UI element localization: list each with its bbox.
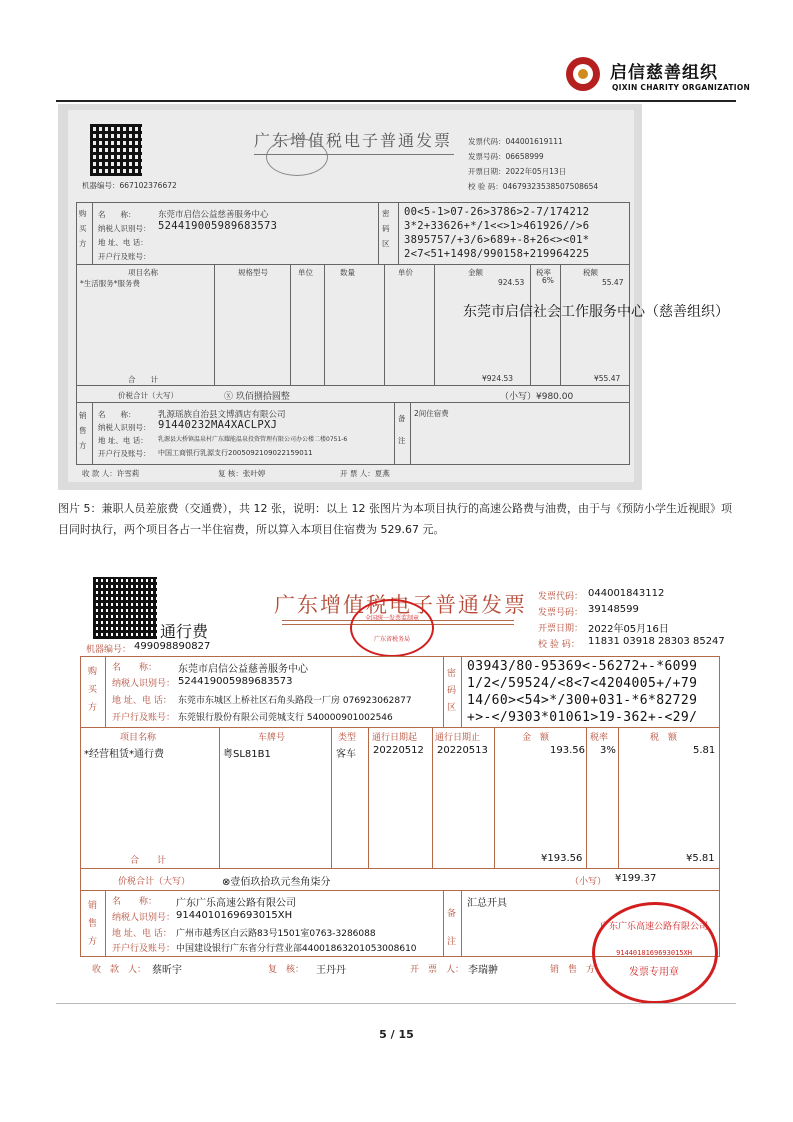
photo-seller-addr: 乳源县大桥镇温泉村广东耀能温泉投资管理有限公司办公楼二楼0751-6 [158,436,348,443]
buyer-name: 东莞市启信公益慈善服务中心 [178,664,308,675]
code-label-4: 校 验 码： [538,640,580,650]
machine-no-label: 机器编号： [86,645,132,655]
footer-divider [56,1003,736,1004]
photo-seller-bank: 中国工商银行乳源支行2005092109022159011 [158,449,313,457]
row-amount: 193.56 [550,745,585,756]
buyer-label-address: 地 址、电 话： [112,696,172,706]
photo-cipher-4: 2<7<51+1498/990158+219964225 [404,248,590,260]
row-rate: 3% [600,745,616,756]
photo-side-note: 备注 [398,414,406,445]
row-type: 客车 [336,749,356,760]
photo-buyer-label-1: 名 称： [98,210,136,219]
seal-tax-id: 9144010169693015XH [616,949,692,957]
invoice-number: 39148599 [588,604,639,615]
invoice-seal [592,902,718,1004]
row-plate: 粤SL81B1 [223,749,271,760]
figure-caption: 图片 5：兼职人员差旅费（交通费），共 12 张，说明：以上 12 张图片为本项目执行的高速公路费与油费，由于与《预防小学生近视眼》项目同时执行，两个项目各占一半住宿费，所以算入本项目住宿费为 529.67 元。 [58,502,732,536]
reviewer-label: 复 核： [268,965,305,975]
code-label-2: 发票号码： [538,608,584,618]
photo-seller-label-2: 纳税人识别号： [98,423,151,432]
seal-small-text: 全国统一发票监制章 [364,615,419,622]
price-tax-small-label: （小写） [570,877,607,887]
invoice-date: 2022年05月16日 [588,624,669,635]
header-start: 通行日期起 [372,733,418,743]
photo-header-price: 单价 [398,268,413,277]
invoice-subtitle: 通行费 [160,622,209,641]
invoice-photo-paper [68,110,634,482]
photo-header-item: 项目名称 [128,268,158,277]
machine-no: 499098890827 [134,641,211,652]
photo-seller-label-4: 开户行及账号： [98,449,151,458]
seller-address: 广州市越秀区白云路83号1501室0763-3286088 [176,929,376,939]
photo-price-tax-label: 价税合计（大写） [118,391,178,400]
header-type: 类型 [338,733,357,743]
price-tax-small: ¥199.37 [615,873,657,884]
row-item: *经营租赁*通行费 [84,749,164,760]
payee: 蔡昕宇 [152,965,182,976]
photo-stamp [266,138,328,176]
photo-item-name: *生活服务*服务费 [80,279,140,288]
code-label-1: 发票代码： [538,592,584,602]
photo-code-3: 开票日期：2022年05月13日 [468,167,567,176]
photo-title-rule [254,154,454,155]
photo-seller-name: 乳源瑶族自治县文博酒店有限公司 [158,410,286,420]
cipher-line-3: 14/60><54>*/300+031-*6*82729 [467,693,698,708]
issuer-label: 开 票 人： [410,965,465,975]
photo-total-amount: ¥924.53 [482,374,514,383]
photo-buyer-name: 东莞市启信公益慈善服务中心 [158,210,269,220]
qr-code-icon [90,124,142,176]
photo-cipher-3: 3895757/+3/6>689+-8+26<><01* [404,234,590,246]
row-tax: 5.81 [693,745,716,756]
photo-seller-tax-id: 91440232MA4XACLPXJ [158,419,278,431]
row-start-date: 20220512 [373,745,424,756]
photo-note: 2间住宿费 [414,409,449,418]
photo-price-tax-words: ⓧ 玖佰捌拾圆整 [224,392,290,402]
photo-header-rate: 税率 [536,268,551,277]
row-end-date: 20220513 [437,745,488,756]
price-tax-words: ⊗壹佰玖拾玖元叁角柒分 [222,877,331,888]
photo-header-qty: 数量 [340,268,355,277]
cipher-line-4: +>-</9303*01061>19-362+-<29/ [467,710,698,725]
header-amount: 金 额 [522,733,550,743]
qr-code-icon [93,577,157,639]
header-rate: 税率 [590,733,609,743]
photo-code-2: 发票号码：06658999 [468,152,544,161]
cipher-line-1: 03943/80-95369<-56272+-*6099 [467,659,698,674]
photo-price-tax-small: （小写）¥980.00 [500,392,574,402]
photo-invoice-title: 广东增值税电子普通发票 [254,131,453,150]
photo-seller-label-1: 名 称： [98,410,136,419]
buyer-label-bank: 开户行及账号： [112,713,176,723]
photo-side-seller: 销售方 [79,411,87,450]
invoice-title: 广东增值税电子普通发票 [274,593,527,617]
photo-buyer-label-2: 纳税人识别号： [98,224,151,233]
seal-company: 广东广乐高速公路有限公司 [599,922,708,932]
total-tax: ¥5.81 [686,853,715,864]
photo-header-unit: 单位 [298,268,313,277]
header-end: 通行日期止 [435,733,481,743]
seller-label-address: 地 址、电 话： [112,929,172,939]
photo-seller-label-3: 地 址、电 话： [98,436,148,445]
photo-total-label: 合 计 [128,375,158,384]
photo-header-spec: 规格型号 [238,268,268,277]
code-label-3: 开票日期： [538,624,584,634]
photo-header-amount: 金额 [468,268,483,277]
header-plate: 车牌号 [258,733,286,743]
side-seller: 销售方 [88,901,98,947]
page-number: 5 / 15 [379,1028,414,1041]
invoice-code: 044001843112 [588,588,665,599]
seal-small-sub: 广东省税务局 [373,636,410,643]
total-amount: ¥193.56 [541,853,583,864]
payee-label: 收 款 人： [92,965,147,975]
check-code: 11831 03918 28303 85247 [588,636,725,647]
buyer-tax-id: 524419005989683573 [178,676,293,687]
seller-footer-label: 销 售 方： [550,965,605,975]
photo-item-amount: 924.53 [498,278,525,287]
invoice-photo [58,104,642,490]
photo-buyer-label-3: 地 址、电 话： [98,238,148,247]
header-tax: 税 额 [650,733,678,743]
photo-item-tax: 55.47 [602,278,624,287]
photo-side-cipher: 密码区 [382,209,390,248]
photo-machine-no: 机器编号：667102376672 [82,181,177,190]
tax-bureau-seal [350,599,434,657]
photo-issuer: 开 票 人：夏燕 [340,469,390,478]
photo-item-rate: 6% [542,276,554,285]
buyer-label-name: 名 称： [112,663,158,673]
seller-label-name: 名 称： [112,897,158,907]
buyer-address: 东莞市东城区上桥社区石角头路段一厂房 076923062877 [178,696,412,706]
seller-label-bank: 开户行及账号： [112,944,176,954]
logo-icon [566,57,600,91]
photo-side-buyer: 购买方 [79,209,87,248]
photo-code-1: 发票代码：044001619111 [468,137,563,146]
photo-buyer-label-4: 开户行及账号： [98,252,151,261]
seller-label-tax-id: 纳税人识别号： [112,913,176,923]
buyer-bank: 东莞银行股份有限公司莞城支行 540000901002546 [178,713,393,723]
header-divider [56,100,736,102]
photo-code-4: 校 验 码：04679323538507508654 [468,182,599,191]
photo-header-tax: 税额 [583,268,598,277]
side-note: 备注 [447,909,457,947]
price-tax-label: 价税合计（大写） [118,877,191,887]
photo-cipher-1: 00<5-1>07-26>3786>2-7/174212 [404,206,590,218]
org-name: 启信慈善组织 [610,63,718,83]
seller-tax-id: 9144010169693015XH [176,910,293,921]
photo-buyer-tax-id: 524419005989683573 [158,220,278,232]
seller-bank: 中国建设银行广东省分行营业部44001863201053008610 [176,944,417,954]
seller-name: 广东广乐高速公路有限公司 [176,898,296,909]
side-buyer: 购买方 [88,667,98,713]
total-label: 合 计 [130,856,167,866]
header-item: 项目名称 [120,733,157,743]
photo-payee: 收 款 人：许雪莉 [82,469,140,478]
org-name-en: QIXIN CHARITY ORGANIZATION [612,83,751,92]
photo-cipher-2: 3*2+33626+*/1<<>1>461926//>6 [404,220,590,232]
side-cipher: 密码区 [447,669,457,713]
issuer: 李瑞翀 [468,965,498,976]
photo-total-tax: ¥55.47 [594,374,621,383]
buyer-label-tax-id: 纳税人识别号： [112,679,176,689]
cipher-line-2: 1/2</59524/<8<7<4204005+/+79 [467,676,698,691]
reviewer: 王丹丹 [316,965,346,976]
seal-purpose: 发票专用章 [629,967,679,978]
photo-reviewer: 复 核：张叶婷 [218,469,266,478]
note-text: 汇总开具 [467,898,507,909]
overlay-caption: 东莞市启信社会工作服务中心（慈善组织） [463,304,729,320]
